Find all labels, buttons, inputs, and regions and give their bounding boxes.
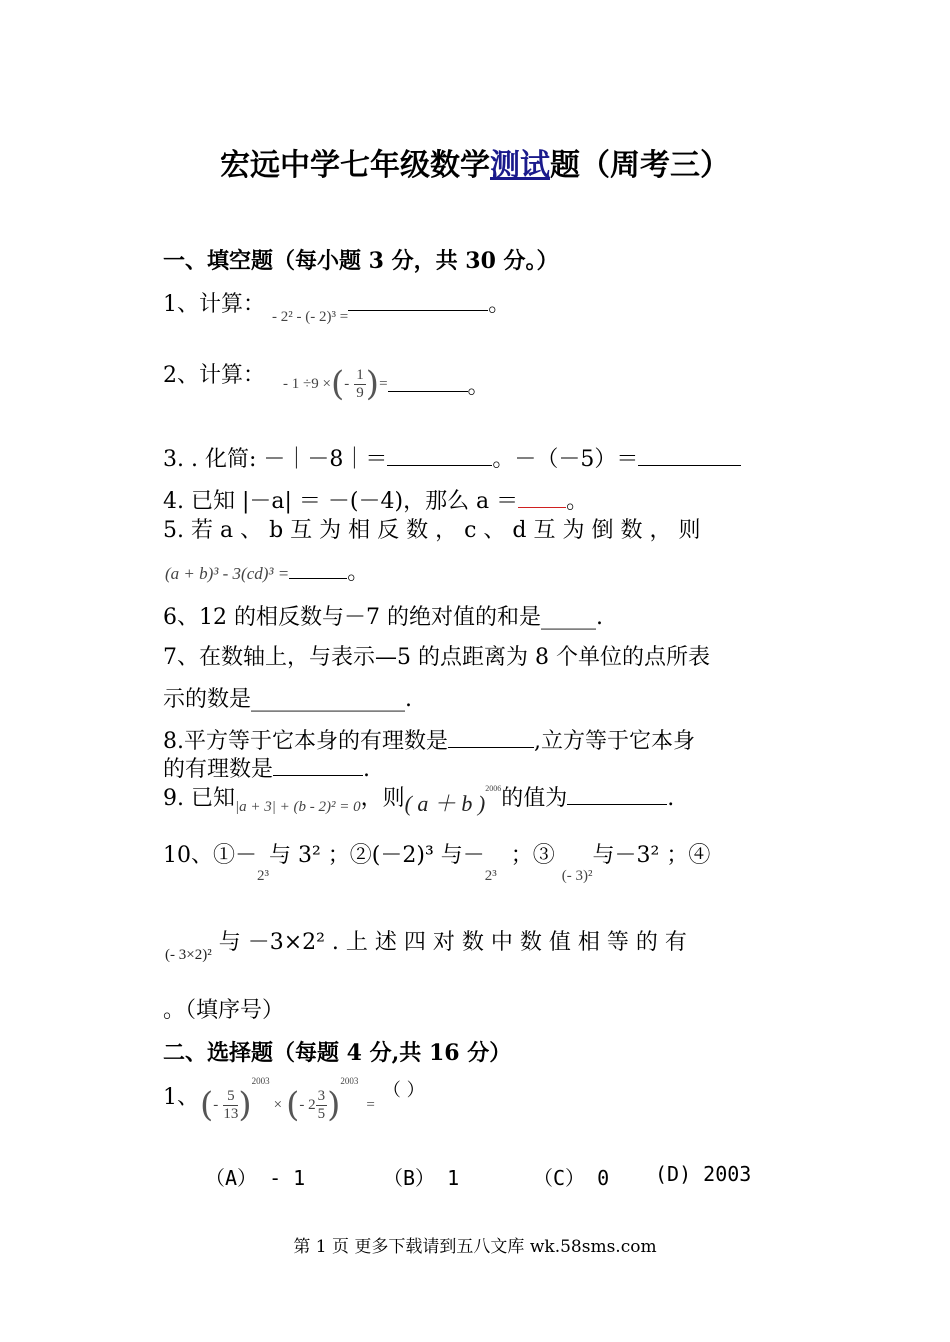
question-2-expression: - 1 ÷9 × ( - $\frac{1}{9}$ ) = 。 (283, 364, 490, 404)
fraction: $\frac{3}{5}$ (317, 1088, 326, 1122)
question-8: 8.平方等于它本身的有理数是 ,立方等于它本身 (163, 729, 695, 754)
answer-blank[interactable] (638, 447, 741, 466)
question-5: 5. 若 a 、 b 互 为 相 反 数 ， c 、 d 互 为 倒 数 ， 则 (163, 518, 701, 543)
page-footer: 第 1 页 更多下载请到五八文库 wk.58sms.com (293, 1237, 657, 1257)
answer-blank[interactable] (289, 568, 347, 579)
fraction: $\frac{5}{13}$ (223, 1088, 239, 1122)
section-heading-multiple-choice: 二、选择题（每题 4 分,共 16 分） (163, 1040, 512, 1066)
title-text: 宏远中学七年级数学 (220, 148, 490, 183)
power-base: ( a ＋ b ) (404, 791, 486, 816)
answer-blank[interactable] (567, 786, 667, 805)
title-link[interactable]: 测试 (490, 148, 550, 183)
option-a[interactable]: （A） - 1 (205, 1166, 306, 1190)
question-2: 2、计算： (163, 363, 265, 388)
answer-blank[interactable] (448, 729, 534, 748)
math-expression: - 2² - (- 2)³ = (272, 309, 349, 325)
question-7-cont: 示的数是______________. (163, 687, 412, 712)
question-7: 7、在数轴上，与表示—5 的点距离为 8 个单位的点所表 (163, 645, 710, 670)
answer-blank[interactable] (518, 489, 566, 508)
question-10: 10、$①-_{2^3}$与 3² ；②(－2)³ 与$-_{2^3}$ ；③ $_{(- 3)^2}$与－3² ；④ (163, 843, 711, 884)
question-1: 1、计算： $_{- 2^2 - (- 2)^3 =}$ 。 (163, 292, 511, 325)
question-8-cont: 的有理数是 . (163, 757, 371, 782)
question-9: 9. 已知$_{|a + 3| + (b - 2)^2 = 0}$，则( a ＋ b )$^{2006}$的值为 . (163, 783, 675, 816)
option-b[interactable]: （B） 1 (383, 1166, 460, 1190)
fraction: $\frac{1}{9}$ (356, 367, 364, 401)
page-title (0, 140, 950, 184)
answer-blank[interactable] (348, 292, 488, 311)
mc-question-1-expression: ( - $\frac{5}{13}$ ) 2003 × ( - 2 $\frac{3}{5}$ ) 2003 = （ ） (200, 1076, 425, 1125)
answer-blank[interactable] (388, 377, 468, 392)
title-text-end: 题（周考三） (550, 148, 730, 183)
question-6: 6、12 的相反数与－7 的绝对值的和是_____. (163, 605, 603, 630)
question-4: 4. 已知 |－a| ＝ －(－4)，那么 a ＝ 。 (163, 489, 589, 514)
question-5-expression: (a + b)³ - 3(cd)³ = 。 (165, 560, 370, 585)
answer-blank[interactable] (387, 447, 492, 466)
question-3: 3. . 化简: －｜－8｜＝ 。－（－5）＝ (163, 442, 741, 473)
answer-blank[interactable] (273, 757, 363, 776)
option-d[interactable]: (D) 2003 (655, 1162, 752, 1186)
section-heading-fill-blank: 一、填空题（每小题 3 分，共 30 分。） (163, 248, 559, 274)
option-c[interactable]: （C） 0 (533, 1166, 610, 1190)
question-10-cont: $_{(- 3\times 2)^2}$ 与 －3×2² . 上 述 四 对 数 中 数 值 相 等 的 有 (165, 930, 687, 963)
answer-paren[interactable]: （ ） (382, 1080, 425, 1101)
question-10-end: 。（填序号） (163, 998, 285, 1023)
math-expression: |a + 3| + (b - 2)² = 0 (234, 799, 361, 815)
mc-question-1-label: 1、 (163, 1085, 199, 1110)
